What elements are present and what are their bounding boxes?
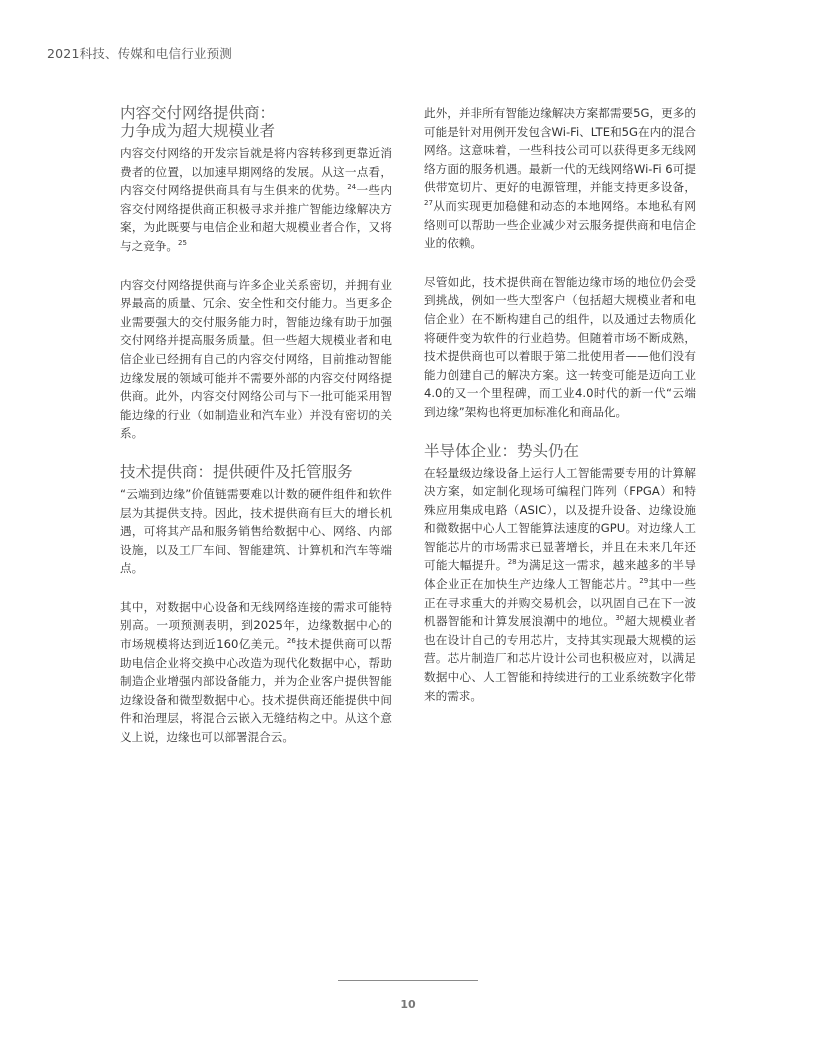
footnote-ref-26: 26: [286, 637, 296, 646]
section-heading-semiconductors: 半导体企业：势头仍在: [424, 441, 580, 460]
page-number: 10: [400, 998, 416, 1011]
footnote-ref-25: 25: [177, 238, 187, 247]
paragraph-cdn-intro: [120, 144, 392, 256]
paragraph-text: 其中一些正在寻求重大的并购交易机会，以巩固自己在下一波机器智能和计算发展浪潮中的地位。: [424, 577, 696, 629]
footnote-ref-28: 28: [507, 558, 517, 567]
footer-divider: [338, 980, 478, 981]
paragraph-datacenter-demand: [120, 598, 392, 747]
right-column: [424, 104, 696, 725]
paragraph-market-challenges: 尽管如此，技术提供商在智能边缘市场的地位仍会受到挑战，例如一些大型客户（包括超大规模业者和电信企业）在不断构建自己的组件，以及通过去物质化将硬件变为软件的行业趋势。但随着市场不断成熟，技术提供商也可以着眼于第二批使用者——他们没有能力创建自己的解决方案。这一转变可能是迈向工业4.0的又一个里程碑，而工业4.0时代的新一代“云端到边缘”架构也将更加标准化和商品化。: [424, 274, 696, 419]
left-column: [120, 104, 392, 767]
section-heading-cdn-line2: 力争成为超大规模业者: [120, 122, 276, 140]
paragraph-text: 超大规模业者也在设计自己的专用芯片，支持其实现最大规模的运营。芯片制造厂和芯片设计公司也积极应对，以满足数据中心、人工智能和持续进行的工业系统数字化带来的需求。: [424, 614, 696, 703]
paragraph-text: 内容交付网络的开发宗旨就是将内容转移到更靠近消费者的位置，以加速早期网络的发展。从这一点看，内容交付网络提供商具有与生俱来的优势。: [120, 146, 392, 198]
section-heading-cdn-line1: 内容交付网络提供商：: [120, 104, 276, 122]
section-heading-tech-providers: 技术提供商：提供硬件及托管服务: [120, 462, 353, 481]
paragraph-text: 一些内容交付网络提供商正积极寻求并推广智能边缘解决方案，为此既要与电信企业和超大规模业者合作，又将与之竞争。: [120, 183, 392, 253]
paragraph-cdn-relations: 内容交付网络提供商与许多企业关系密切，并拥有业界最高的质量、冗余、安全性和交付能力。当更多企业需要强大的交付服务能力时，智能边缘有助于加强交付网络并提高服务质量。但一些超大规模业者和电信企业已经拥有自己的内容交付网络，目前推动智能边缘发展的领域可能并不需要外部的内容交付网络提供商。此外，内容交付网络公司与下一批可能采用智能边缘的行业（如制造业和汽车业）并没有密切的关系。: [120, 277, 392, 441]
paragraph-5g-wifi: [424, 104, 696, 253]
paragraph-text: 从而实现更加稳健和动态的本地网络。本地私有网络则可以帮助一些企业减少对云服务提供商和电信企业的依赖。: [424, 198, 696, 251]
footnote-ref-24: 24: [347, 183, 357, 192]
paragraph-text: 为满足这一需求，越来越多的半导体企业正在加快生产边缘人工智能芯片。: [424, 558, 696, 592]
paragraph-text: 在轻量级边缘设备上运行人工智能需要专用的计算解决方案，如定制化现场可编程门阵列（FPGA）和特殊应用集成电路（ASIC），以及提升设备、边缘设施和微数据中心人工智能算法速度的GPU。对边缘人工智能芯片的市场需求已显著增长，并且在未来几年还可能大幅提升。: [424, 465, 696, 573]
paragraph-text: 此外，并非所有智能边缘解决方案都需要5G，更多的可能是针对用例开发包含Wi-Fi、LTE和5G在内的混合网络。这意味着，一些科技公司可以获得更多无线网络方面的服务机遇。最新一代的无线网络Wi-Fi 6可提供带宽切片、更好的电源管理，并能支持更多设备，: [424, 106, 696, 195]
footnote-ref-27: 27: [424, 198, 433, 207]
paragraph-tech-value-chain: “云端到边缘”价值链需要难以计数的硬件组件和软件层为其提供支持。因此，技术提供商有巨大的增长机遇，可将其产品和服务销售给数据中心、网络、内部设施，以及工厂车间、智能建筑、计算机和汽车等端点。: [120, 486, 392, 576]
paragraph-text: 技术提供商可以帮助电信企业将交换中心改造为现代化数据中心，帮助制造企业增强内部设备能力，并为企业客户提供智能边缘设备和微型数据中心。技术提供商还能提供中间件和治理层，将混合云嵌入无缝结构之中。从这个意义上说，边缘也可以部署混合云。: [120, 637, 392, 745]
paragraph-text: 其中，对数据中心设备和无线网络连接的需求可能特别高。一项预测表明，到2025年，边缘数据中心的市场规模将达到近160亿美元。: [120, 599, 392, 652]
footnote-ref-30: 30: [615, 614, 625, 623]
paragraph-semiconductors: [424, 464, 696, 706]
footnote-ref-29: 29: [639, 577, 649, 586]
running-title: 2021科技、传媒和电信行业预测: [47, 46, 233, 61]
